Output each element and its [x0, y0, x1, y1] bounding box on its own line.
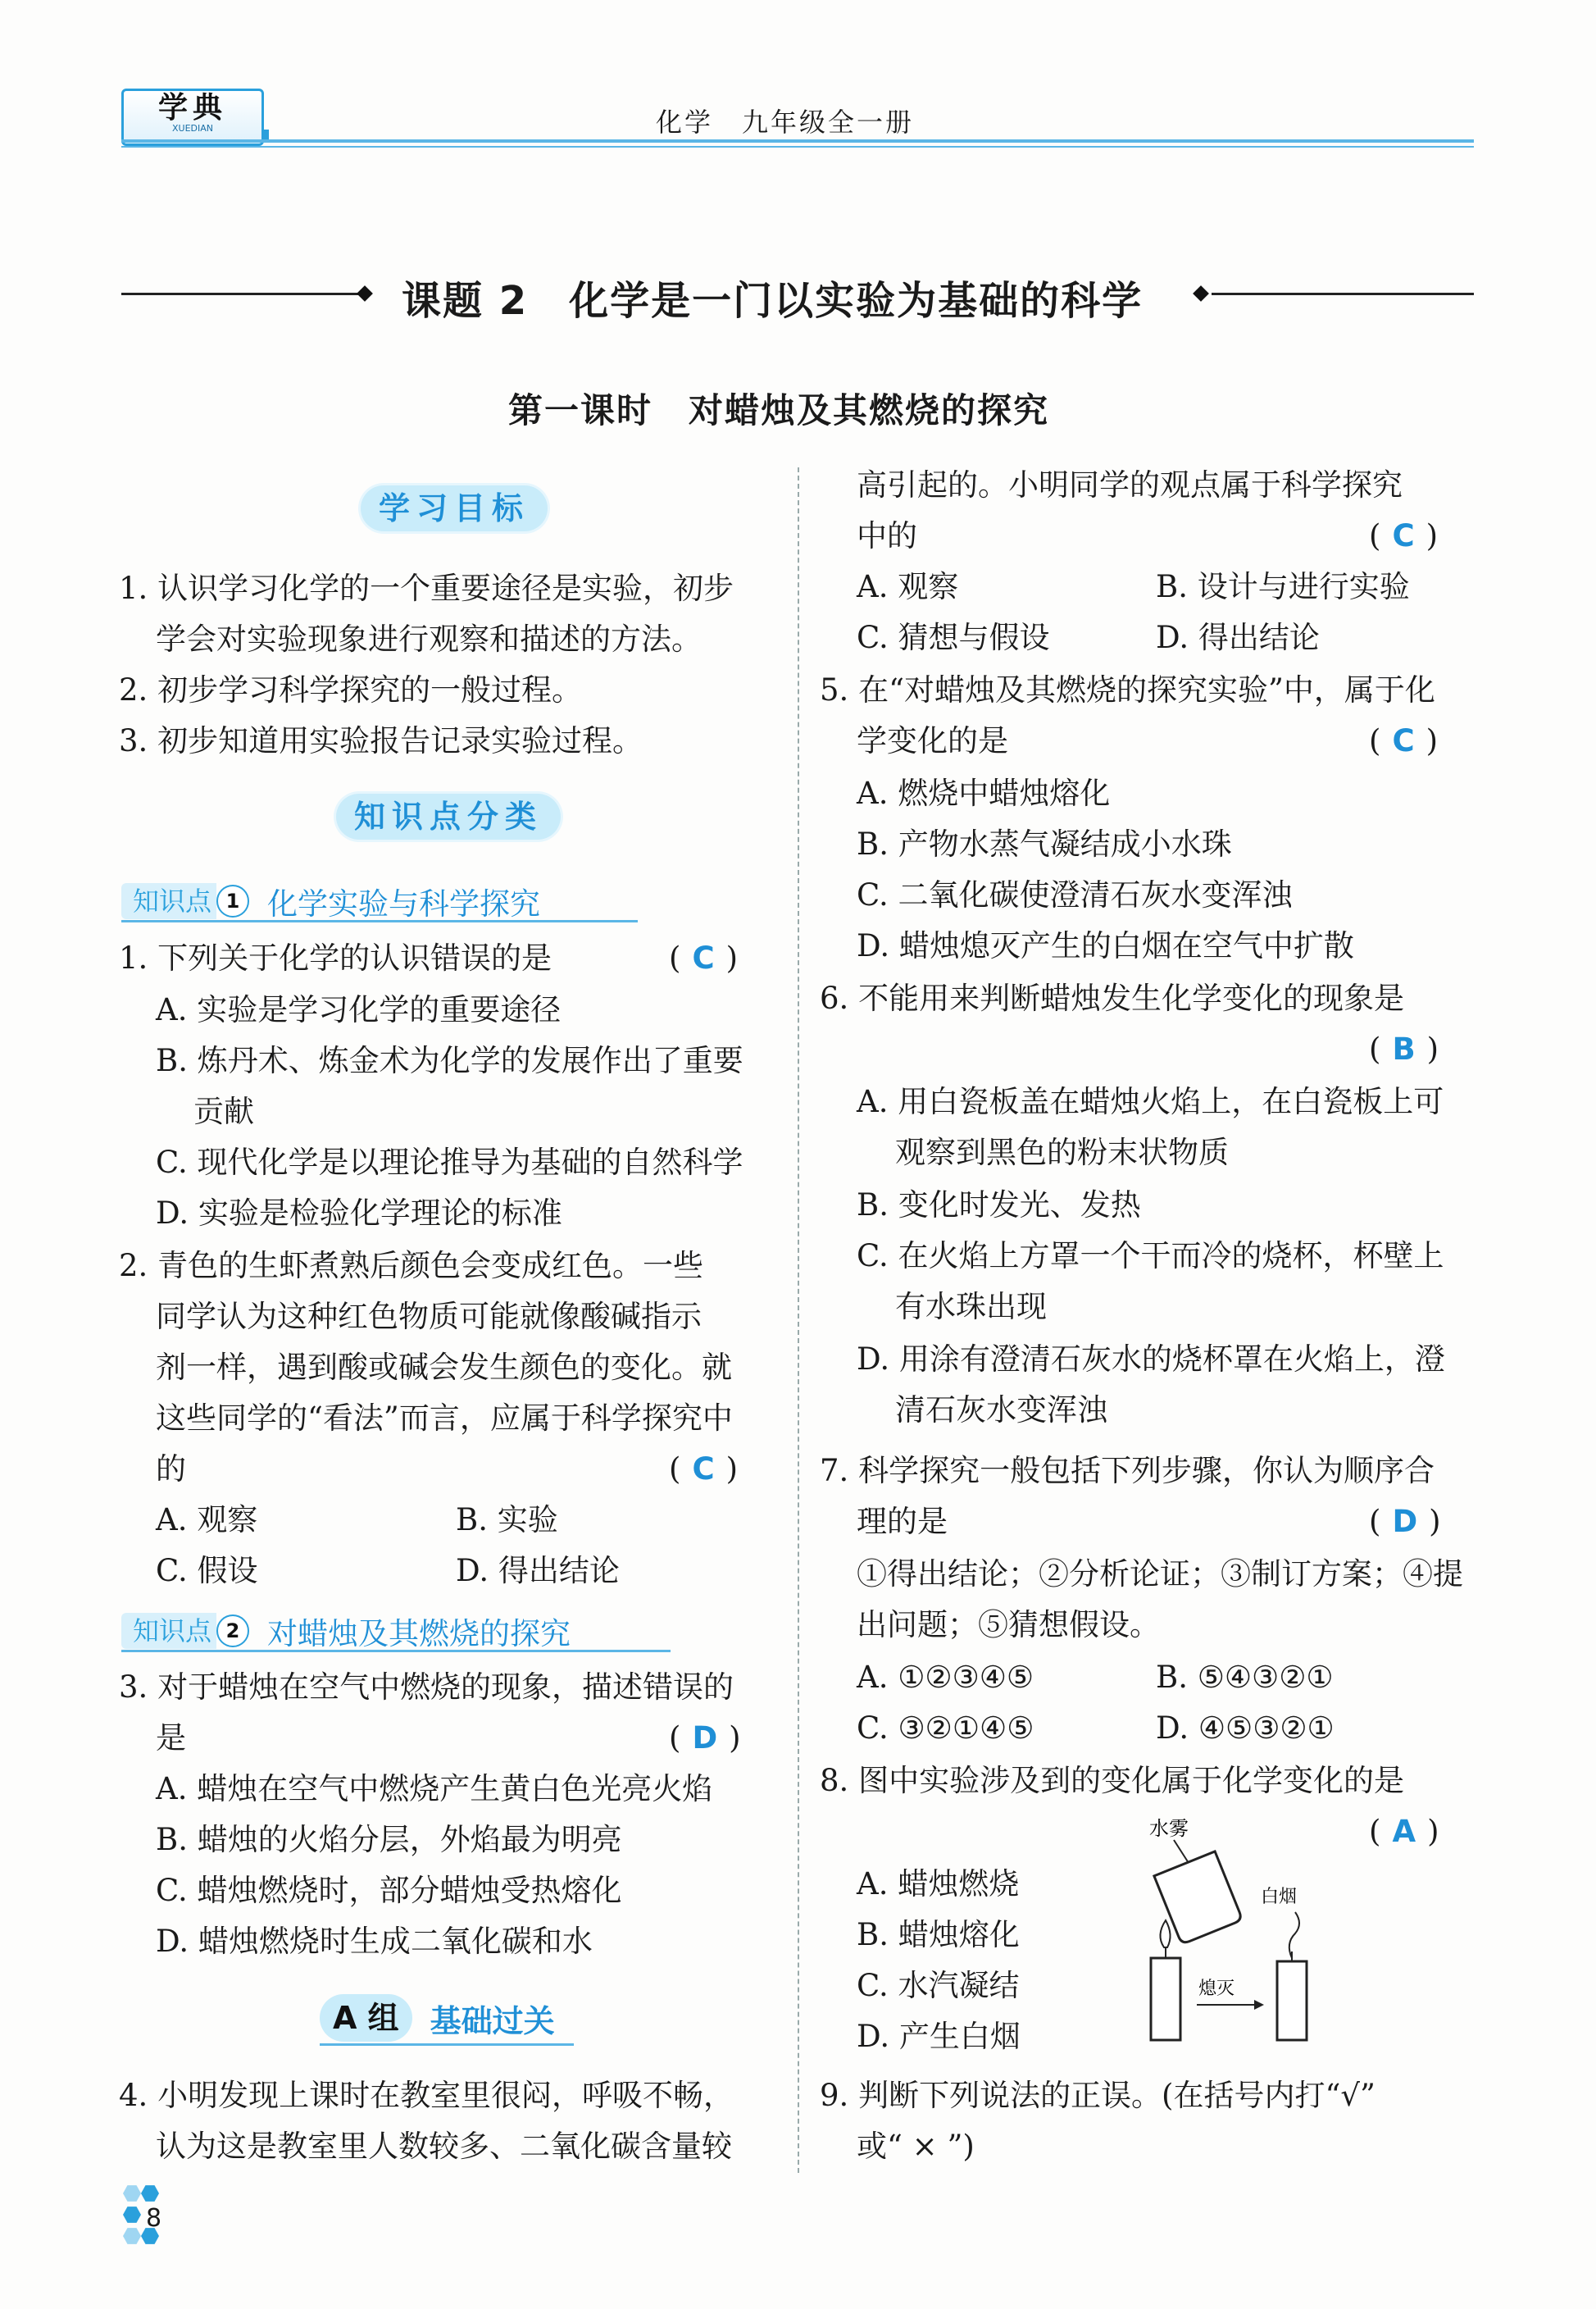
kp-number: 2	[216, 1614, 249, 1647]
q7-answer: ( D )	[1369, 1504, 1441, 1539]
q6-option-d: D. 用涂有澄清石灰水的烧杯罩在火焰上，澄	[857, 1341, 1445, 1377]
book-title: 化学 九年级全一册	[656, 107, 915, 138]
group-name: 基础过关	[430, 2002, 555, 2039]
diamond-icon	[1193, 285, 1209, 302]
page-number: 8	[146, 2204, 162, 2233]
kp-name: 对蜡烛及其燃烧的探究	[267, 1616, 571, 1651]
q8-option-b: B. 蜡烛熔化	[857, 1917, 1020, 1952]
smoke-icon	[1289, 1912, 1299, 1958]
q6-option-a-cont: 观察到黑色的粉末状物质	[895, 1135, 1229, 1170]
answer-letter: C	[1392, 518, 1415, 553]
q4-line-1: 4. 小明发现上课时在教室里很闷，呼吸不畅，	[119, 2078, 734, 2113]
hex-deco-icon	[123, 2206, 141, 2224]
goal-3: 3. 初步知道用实验报告记录实验过程。	[119, 723, 643, 758]
candle-left	[1151, 1958, 1180, 2040]
q3-line-2: 是	[156, 1720, 186, 1756]
q6-option-a: A. 用白瓷板盖在蜡烛火焰上，在白瓷板上可	[857, 1084, 1444, 1119]
knowledge-point-1	[121, 882, 638, 922]
q2-option-b: B. 实验	[456, 1502, 558, 1537]
q3-option-d: D. 蜡烛燃烧时生成二氧化碳和水	[156, 1924, 593, 1959]
flame-icon	[1160, 1920, 1170, 1947]
group-rule	[320, 2043, 574, 2046]
answer-letter: C	[692, 1451, 715, 1487]
q5-answer: ( C )	[1369, 723, 1439, 758]
q2-option-d: D. 得出结论	[456, 1553, 620, 1588]
q3-answer: ( D )	[669, 1720, 741, 1756]
q2-option-a: A. 观察	[156, 1502, 258, 1537]
q5-option-b: B. 产物水蒸气凝结成小水珠	[857, 827, 1232, 862]
q9-line-1: 9. 判断下列说法的正误。(在括号内打“√”	[820, 2078, 1375, 2113]
q4-answer: ( C )	[1369, 518, 1439, 553]
q1-option-b-cont: 贡献	[193, 1094, 254, 1129]
q8-option-d: D. 产生白烟	[857, 2019, 1021, 2054]
q3-option-c: C. 蜡烛燃烧时，部分蜡烛受热熔化	[156, 1873, 622, 1908]
q2-line-2: 同学认为这种红色物质可能就像酸碱指示	[156, 1299, 702, 1334]
kp-name: 化学实验与科学探究	[267, 886, 541, 922]
q7-option-a: A. ①②③④⑤	[857, 1660, 1034, 1695]
q8-answer: ( A )	[1369, 1814, 1439, 1849]
q1-option-c: C. 现代化学是以理论推导为基础的自然科学	[156, 1145, 743, 1180]
kp-badge: 知识点分类	[336, 794, 561, 840]
answer-letter: D	[1392, 1504, 1418, 1539]
answer-letter: B	[1392, 1032, 1416, 1067]
q6-option-c: C. 在火焰上方罩一个干而冷的烧杯，杯壁上	[857, 1238, 1444, 1273]
q2-line-3: 剂一样，遇到酸或碱会发生颜色的变化。就	[156, 1350, 732, 1385]
q7-option-b: B. ⑤④③②①	[1156, 1660, 1334, 1695]
kp-tag: 知识点	[121, 883, 216, 919]
kp-number: 1	[216, 885, 249, 918]
q4-line-4: 中的	[857, 518, 917, 553]
hex-deco-icon	[141, 2184, 159, 2202]
title-rule-right	[1212, 293, 1474, 295]
publisher-logo	[121, 89, 264, 146]
q1-stem: 1. 下列关于化学的认识错误的是	[119, 940, 552, 976]
q1-option-b: B. 炼丹术、炼金术为化学的发展作出了重要	[156, 1043, 743, 1078]
q3-line-1: 3. 对于蜡烛在空气中燃烧的现象，描述错误的	[119, 1669, 734, 1705]
q7-line-4: 出问题；⑤猜想假设。	[857, 1607, 1160, 1642]
arrow-head	[1254, 2000, 1264, 2010]
answer-letter: C	[692, 940, 715, 976]
q8-line-1: 8. 图中实验涉及到的变化属于化学变化的是	[820, 1763, 1405, 1798]
q6-option-d-cont: 清石灰水变浑浊	[895, 1392, 1107, 1428]
answer-letter: D	[692, 1720, 718, 1756]
kp-tag: 知识点	[121, 1613, 216, 1649]
q3-option-b: B. 蜡烛的火焰分层，外焰最为明亮	[156, 1822, 622, 1857]
candle-figure	[1131, 1812, 1344, 2050]
q5-option-c: C. 二氧化碳使澄清石灰水变浑浊	[857, 877, 1293, 913]
q7-option-d: D. ④⑤③②①	[1156, 1710, 1335, 1746]
q6-option-c-cont: 有水珠出现	[895, 1289, 1047, 1324]
lesson-subtitle: 第一课时 对蜡烛及其燃烧的探究	[508, 390, 1050, 430]
answer-letter: A	[1392, 1814, 1416, 1849]
q9-line-2: 或“ × ”)	[857, 2129, 975, 2164]
diamond-icon	[357, 285, 373, 302]
q4-line-2: 认为这是教室里人数较多、二氧化碳含量较	[156, 2129, 732, 2164]
q2-line-4: 这些同学的“看法”而言，应属于科学探究中	[156, 1400, 733, 1436]
q4-option-d: D. 得出结论	[1156, 620, 1320, 655]
answer-letter: C	[1392, 723, 1415, 758]
q5-option-d: D. 蜡烛熄灭产生的白烟在空气中扩散	[857, 928, 1354, 963]
q4-option-a: A. 观察	[857, 569, 959, 604]
goals-badge: 学习目标	[361, 485, 548, 531]
goal-1-cont: 学会对实验现象进行观察和描述的方法。	[156, 622, 702, 657]
q8-option-c: C. 水汽凝结	[857, 1968, 1020, 2003]
q4-line-3: 高引起的。小明同学的观点属于科学探究	[857, 467, 1403, 503]
fig-label-smoke: 白烟	[1261, 1887, 1298, 1907]
lesson-title: 课题 2 化学是一门以实验为基础的科学	[402, 278, 1144, 324]
mist-pointer	[1174, 1840, 1189, 1863]
q8-option-a: A. 蜡烛燃烧	[857, 1866, 1020, 1901]
q7-line-1: 7. 科学探究一般包括下列步骤，你认为顺序合	[820, 1453, 1435, 1488]
hex-deco-icon	[123, 2227, 141, 2245]
q5-line-2: 学变化的是	[857, 723, 1008, 758]
logo-subtext: XUEDIAN	[171, 123, 213, 134]
column-divider	[798, 467, 799, 2173]
q1-option-d: D. 实验是检验化学理论的标准	[156, 1195, 562, 1231]
q7-line-2: 理的是	[857, 1504, 948, 1539]
goal-1: 1. 认识学习化学的一个重要途径是实验，初步	[119, 571, 734, 606]
goal-2: 2. 初步学习科学探究的一般过程。	[119, 672, 583, 708]
fig-label-mist: 水雾	[1149, 1817, 1189, 1840]
q2-line-1: 2. 青色的生虾煮熟后颜色会变成红色。一些	[119, 1248, 704, 1283]
group-a-heading	[320, 1994, 555, 2042]
hex-deco-icon	[123, 2184, 141, 2202]
q3-option-a: A. 蜡烛在空气中燃烧产生黄白色光亮火焰	[156, 1771, 713, 1806]
q2-answer: ( C )	[669, 1451, 739, 1487]
q5-line-1: 5. 在“对蜡烛及其燃烧的探究实验”中，属于化	[820, 672, 1435, 708]
header-rule-thin	[121, 146, 1474, 148]
q7-line-3: ①得出结论；②分析论证；③制订方案；④提	[857, 1556, 1463, 1592]
q4-option-c: C. 猜想与假设	[857, 620, 1050, 655]
header-rule	[121, 139, 1474, 143]
q7-option-c: C. ③②①④⑤	[857, 1710, 1034, 1746]
candle-right	[1277, 1961, 1307, 2040]
logo-text: 学典	[157, 90, 227, 125]
q1-answer: ( C )	[669, 940, 739, 976]
knowledge-point-2	[121, 1612, 671, 1652]
q6-line-1: 6. 不能用来判断蜡烛发生化学变化的现象是	[820, 981, 1405, 1016]
title-rule-left	[121, 293, 359, 295]
q1-option-a: A. 实验是学习化学的重要途径	[156, 992, 562, 1027]
q4-option-b: B. 设计与进行实验	[1156, 569, 1410, 604]
q6-answer: ( B )	[1369, 1032, 1439, 1067]
q6-option-b: B. 变化时发光、发热	[857, 1187, 1141, 1223]
q5-option-a: A. 燃烧中蜡烛熔化	[857, 776, 1111, 811]
q2-line-5: 的	[156, 1451, 186, 1487]
group-label: A 组	[320, 1994, 412, 2042]
q2-option-c: C. 假设	[156, 1553, 258, 1588]
fig-label-out: 熄灭	[1198, 1979, 1235, 1999]
